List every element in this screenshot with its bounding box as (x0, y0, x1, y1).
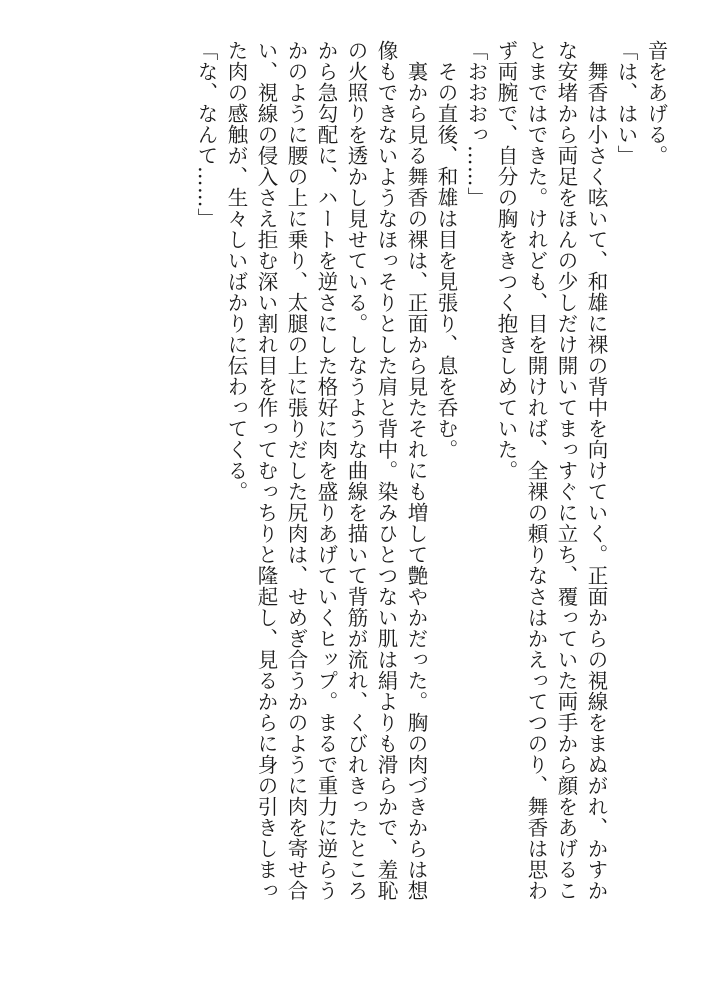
text-line: 像もできないようなほっそりとした肩と背中。染みひとつない肌は絹よりも滑らかで、羞恥 (374, 40, 398, 901)
text-line: 舞香は小さく呟いて、和雄に裸の背中を向けていく。正面からの視線をまぬがれ、かすか (584, 40, 608, 901)
text-line: た肉の感触が、生々しいばかりに伝わってくる。 (224, 40, 248, 502)
text-line: から急勾配に、ハートを逆さにした格好に肉を盛りあげていくヒップ。まるで重力に逆らう (314, 40, 338, 901)
text-line: ず両腕で、自分の胸をきつく抱きしめていた。 (494, 40, 518, 481)
text-line: い、視線の侵入さえ拒む深い割れ目を作ってむっちりと隆起し、見るからに身の引きしまっ (254, 40, 278, 901)
text-line: 「は、はい」 (614, 40, 638, 166)
text-line: 「な、なんて……」 (194, 40, 218, 229)
text-line: 裏から見る舞香の裸は、正面から見たそれにも増して艶やかだった。胸の肉づきからは想 (404, 40, 428, 901)
text-line: 音をあげる。 (644, 40, 668, 166)
text-line: の火照りを透かし見せている。しなうような曲線を描いて背筋が流れ、くびれきったところ (344, 40, 368, 901)
text-line: かのように腰の上に乗り、太腿の上に張りだした尻肉は、せめぎ合うかのように肉を寄せ合 (284, 40, 308, 901)
text-line: な安堵から両足をほんの少しだけ開いてまっすぐに立ち、覆っていた両手から顔をあげるこ (554, 40, 578, 901)
text-line: 「おおおっ……」 (464, 40, 488, 208)
vertical-text-body (191, 40, 671, 980)
text-line: とまではできた。けれども、目を開ければ、全裸の頼りなさはかえってつのり、舞香は思わ (524, 40, 548, 901)
text-line: その直後、和雄は目を見張り、息を呑む。 (434, 40, 458, 460)
